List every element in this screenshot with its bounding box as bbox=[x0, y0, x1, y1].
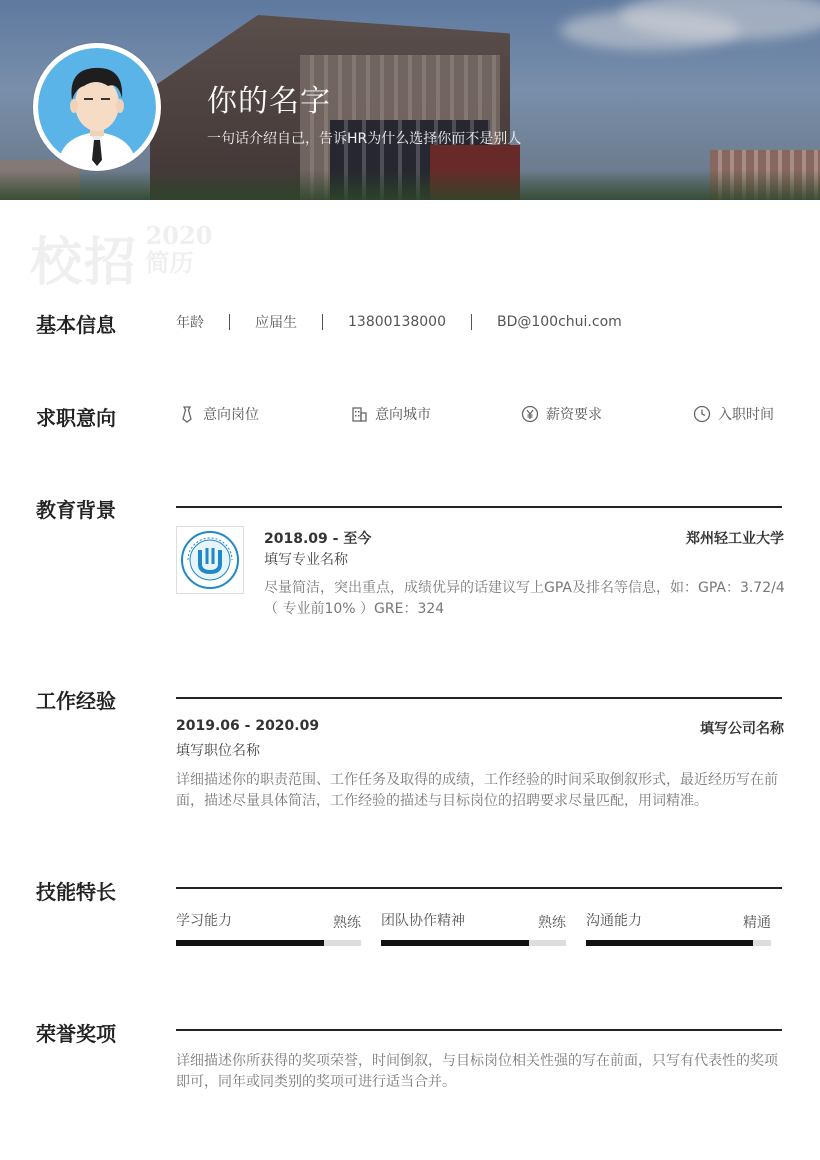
basic-age: 年龄 bbox=[176, 315, 204, 331]
intent-position bbox=[178, 404, 259, 424]
watermark-stack bbox=[146, 222, 213, 276]
school-emblem-icon bbox=[180, 530, 240, 590]
section-title-education: 教育背景 bbox=[36, 498, 116, 522]
skill-item bbox=[381, 910, 566, 930]
skill-bar-fill bbox=[586, 940, 753, 946]
skill-name: 沟通能力 bbox=[586, 913, 642, 929]
skill-item bbox=[176, 910, 361, 930]
intent-city-label: 意向城市 bbox=[375, 407, 431, 423]
section-title-skills: 技能特长 bbox=[36, 880, 116, 904]
intent-start-date-label: 入职时间 bbox=[718, 407, 774, 423]
divider bbox=[471, 314, 472, 330]
building-icon bbox=[350, 405, 368, 423]
basic-email[interactable]: BD@100chui.com bbox=[496, 314, 622, 330]
watermark-main: 校招 bbox=[30, 232, 139, 293]
section-rule bbox=[176, 887, 782, 889]
work-description: 详细描述你的职责范围、工作任务及取得的成绩，工作经验的时间采取倒叙形式，最近经历写在前面，描述尽量具体简洁，工作经验的描述与目标岗位的招聘要求尽量匹配，用词精准。 bbox=[176, 772, 778, 809]
skill-bar-track bbox=[381, 940, 566, 946]
section-rule bbox=[176, 506, 782, 508]
avatar-icon bbox=[38, 48, 156, 166]
section-rule bbox=[176, 697, 782, 699]
school-logo bbox=[176, 526, 244, 594]
candidate-tagline: 一句话介绍自己，告诉HR为什么选择你而不是别人 bbox=[207, 131, 522, 147]
skill-name: 学习能力 bbox=[176, 913, 232, 929]
skill-level: 熟练 bbox=[538, 915, 566, 931]
candidate-name: 你的名字 bbox=[207, 84, 331, 119]
avatar[interactable] bbox=[33, 43, 161, 171]
divider bbox=[229, 314, 230, 330]
skill-bar-fill bbox=[176, 940, 324, 946]
education-description: 尽量简洁，突出重点，成绩优异的话建议写上GPA及排名等信息，如：GPA：3.72/4（ 专业前10% ）GRE：324 bbox=[264, 580, 785, 617]
skill-item bbox=[586, 910, 771, 930]
education-major: 填写专业名称 bbox=[264, 552, 348, 568]
yen-icon bbox=[521, 405, 539, 423]
work-company: 填写公司名称 bbox=[700, 721, 784, 737]
section-title-work: 工作经验 bbox=[36, 689, 116, 713]
intent-salary bbox=[521, 404, 602, 424]
skill-level: 精通 bbox=[743, 915, 771, 931]
section-title-intent: 求职意向 bbox=[36, 406, 116, 430]
watermark-year: 2020 bbox=[145, 221, 213, 250]
divider bbox=[322, 314, 323, 330]
basic-status: 应届生 bbox=[255, 315, 297, 331]
section-rule bbox=[176, 1029, 782, 1031]
honors-description: 详细描述你所获得的奖项荣誉，时间倒叙，与目标岗位相关性强的写在前面，只写有代表性的奖项即可，同年或同类别的奖项可进行适当合并。 bbox=[176, 1053, 778, 1090]
section-title-basic: 基本信息 bbox=[36, 313, 116, 337]
skill-bar-fill bbox=[381, 940, 529, 946]
basic-phone[interactable]: 13800138000 bbox=[348, 314, 446, 330]
intent-position-label: 意向岗位 bbox=[203, 407, 259, 423]
section-title-honors: 荣誉奖项 bbox=[36, 1022, 116, 1046]
skill-level: 熟练 bbox=[333, 915, 361, 931]
education-period: 2018.09 - 至今 bbox=[264, 531, 372, 547]
intent-start-date bbox=[693, 404, 774, 424]
skill-name: 团队协作精神 bbox=[381, 913, 465, 929]
clock-icon bbox=[693, 405, 711, 423]
intent-salary-label: 薪资要求 bbox=[546, 407, 602, 423]
work-position: 填写职位名称 bbox=[176, 743, 260, 759]
tie-icon bbox=[178, 405, 196, 423]
basic-info-row bbox=[176, 312, 622, 332]
education-school: 郑州轻工业大学 bbox=[686, 531, 784, 547]
intent-city bbox=[350, 404, 431, 424]
skill-bar-track bbox=[176, 940, 361, 946]
watermark bbox=[30, 220, 212, 295]
skill-bar-track bbox=[586, 940, 771, 946]
watermark-word: 简历 bbox=[145, 248, 194, 277]
work-period: 2019.06 - 2020.09 bbox=[176, 718, 320, 734]
